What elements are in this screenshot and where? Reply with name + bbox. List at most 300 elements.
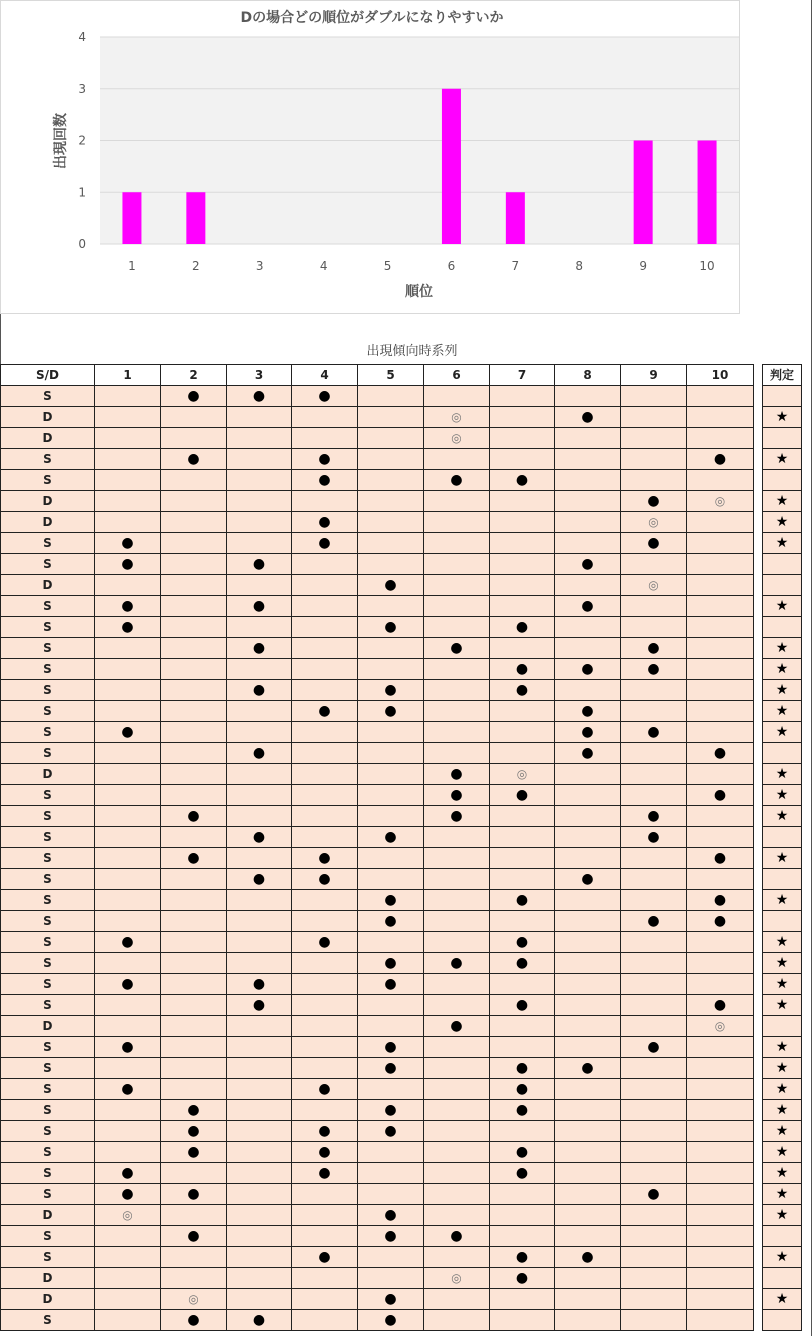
rank-cell — [555, 533, 621, 554]
rank-cell — [555, 449, 621, 470]
judge-cell — [763, 1268, 802, 1289]
rank-cell — [424, 1184, 490, 1205]
rank-cell — [555, 764, 621, 785]
rank-cell — [292, 995, 358, 1016]
rank-cell — [555, 1037, 621, 1058]
rank-cell — [490, 827, 555, 848]
rank-cell — [227, 659, 292, 680]
judge-row — [763, 533, 802, 554]
rank-cell — [621, 554, 687, 575]
rank-cell — [687, 869, 754, 890]
rank-cell — [292, 596, 358, 617]
rank-cell — [95, 1079, 161, 1100]
bar — [122, 192, 141, 244]
rank-cell — [161, 617, 227, 638]
rank-cell — [687, 1079, 754, 1100]
sd-cell: S — [1, 1226, 95, 1247]
rank-cell — [490, 701, 555, 722]
dot-mark: ● — [384, 682, 397, 698]
rank-cell — [621, 932, 687, 953]
rank-cell — [424, 848, 490, 869]
rank-cell — [687, 1142, 754, 1163]
rank-cell — [621, 575, 687, 596]
rank-cell — [621, 1163, 687, 1184]
dot-mark: ● — [581, 745, 594, 761]
judge-row — [763, 659, 802, 680]
rank-cell — [687, 554, 754, 575]
rank-cell — [621, 1058, 687, 1079]
rank-cell — [424, 512, 490, 533]
x-tick-label: 5 — [383, 259, 392, 273]
dot-mark: ● — [121, 724, 134, 740]
table-row — [1, 911, 754, 932]
judge-row — [763, 1016, 802, 1037]
rank-cell — [490, 722, 555, 743]
rank-cell — [161, 1289, 227, 1310]
rank-cell — [424, 743, 490, 764]
rank-cell — [687, 1100, 754, 1121]
rank-cell — [95, 449, 161, 470]
dot-mark: ● — [121, 1165, 134, 1181]
judge-cell — [763, 722, 802, 743]
dot-mark: ● — [581, 598, 594, 614]
rank-cell — [95, 1121, 161, 1142]
rank-cell — [227, 470, 292, 491]
dot-mark: ● — [318, 703, 331, 719]
rank-cell — [358, 596, 424, 617]
sd-cell: S — [1, 1247, 95, 1268]
rank-cell — [555, 1163, 621, 1184]
rank-cell — [555, 491, 621, 512]
rank-cell — [555, 953, 621, 974]
rank-cell — [95, 659, 161, 680]
dot-mark: ● — [384, 1039, 397, 1055]
star-mark: ★ — [775, 1186, 789, 1202]
rank-cell — [227, 953, 292, 974]
rank-cell — [161, 575, 227, 596]
rank-cell — [358, 911, 424, 932]
sd-cell: S — [1, 743, 95, 764]
rank-cell — [424, 386, 490, 407]
y-tick-label: 2 — [78, 133, 86, 148]
rank-cell — [227, 848, 292, 869]
rank-cell — [621, 953, 687, 974]
judge-row — [763, 596, 802, 617]
dot-mark: ● — [515, 472, 529, 488]
rank-cell — [358, 1226, 424, 1247]
rank-cell — [95, 386, 161, 407]
rank-cell — [292, 911, 358, 932]
rank-cell — [95, 806, 161, 827]
rank-cell — [95, 701, 161, 722]
rank-cell — [292, 1184, 358, 1205]
rank-cell — [95, 491, 161, 512]
rank-cell — [227, 533, 292, 554]
rank-cell — [621, 1226, 687, 1247]
y-tick-label: 1 — [78, 185, 86, 200]
rank-cell — [227, 1226, 292, 1247]
rank-cell — [95, 1247, 161, 1268]
table-row — [1, 449, 754, 470]
double-mark: ◎ — [714, 1019, 726, 1033]
rank-cell — [424, 806, 490, 827]
table-row — [1, 386, 754, 407]
rank-cell — [227, 596, 292, 617]
rank-cell — [687, 407, 754, 428]
judge-cell — [763, 575, 802, 596]
table-row — [1, 1058, 754, 1079]
rank-cell — [161, 1121, 227, 1142]
rank-cell — [161, 449, 227, 470]
dot-mark: ● — [581, 661, 594, 677]
table-row — [1, 1016, 754, 1037]
judge-cell — [763, 911, 802, 932]
rank-cell — [555, 617, 621, 638]
dot-mark: ● — [318, 1249, 331, 1265]
rank-cell — [490, 869, 555, 890]
rank-cell — [621, 470, 687, 491]
judge-cell — [763, 1058, 802, 1079]
rank-cell — [227, 806, 292, 827]
rank-cell — [227, 827, 292, 848]
rank-cell — [292, 1100, 358, 1121]
rank-cell — [358, 659, 424, 680]
table-row — [1, 638, 754, 659]
double-mark: ◎ — [451, 431, 462, 445]
dot-mark: ● — [318, 451, 331, 467]
rank-cell — [95, 1100, 161, 1121]
header-rank-2: 2 — [161, 365, 227, 386]
judge-row — [763, 407, 802, 428]
judge-row — [763, 428, 802, 449]
judge-cell — [763, 428, 802, 449]
rank-cell — [621, 890, 687, 911]
rank-cell — [555, 386, 621, 407]
bar — [442, 89, 461, 244]
rank-cell — [555, 1205, 621, 1226]
judge-row — [763, 638, 802, 659]
dot-mark: ● — [121, 556, 134, 572]
sd-cell: S — [1, 1142, 95, 1163]
rank-cell — [292, 869, 358, 890]
rank-cell — [95, 722, 161, 743]
rank-cell — [95, 1016, 161, 1037]
table-row — [1, 1205, 754, 1226]
rank-cell — [292, 428, 358, 449]
judge-cell — [763, 1289, 802, 1310]
rank-cell — [292, 806, 358, 827]
dot-mark: ● — [318, 1123, 331, 1139]
rank-cell — [687, 1289, 754, 1310]
judge-cell — [763, 1310, 802, 1331]
rank-cell — [621, 1184, 687, 1205]
table-row — [1, 743, 754, 764]
dot-mark: ● — [713, 997, 727, 1013]
judge-row — [763, 911, 802, 932]
rank-cell — [687, 1268, 754, 1289]
rank-cell — [555, 827, 621, 848]
rank-cell — [292, 764, 358, 785]
rank-cell — [95, 1163, 161, 1184]
rank-cell — [490, 638, 555, 659]
rank-cell — [227, 869, 292, 890]
judge-cell — [763, 1079, 802, 1100]
dot-mark: ● — [581, 1249, 594, 1265]
dot-mark: ● — [121, 598, 134, 614]
rank-cell — [227, 554, 292, 575]
header-rank-8: 8 — [555, 365, 621, 386]
rank-cell — [555, 995, 621, 1016]
rank-cell — [161, 1310, 227, 1331]
rank-cell — [555, 785, 621, 806]
rank-cell — [687, 1121, 754, 1142]
rank-cell — [621, 1016, 687, 1037]
rank-cell — [358, 1289, 424, 1310]
dot-mark: ● — [252, 976, 266, 992]
judge-row — [763, 1163, 802, 1184]
rank-cell — [424, 911, 490, 932]
rank-cell — [227, 764, 292, 785]
rank-cell — [621, 785, 687, 806]
rank-cell — [490, 1226, 555, 1247]
rank-cell — [490, 995, 555, 1016]
judge-row — [763, 512, 802, 533]
rank-cell — [490, 1037, 555, 1058]
dot-mark: ● — [515, 997, 529, 1013]
rank-cell — [95, 869, 161, 890]
sd-cell: S — [1, 995, 95, 1016]
rank-cell — [687, 911, 754, 932]
rank-cell — [687, 1037, 754, 1058]
rank-cell — [95, 848, 161, 869]
trend-table — [0, 364, 754, 1331]
dot-mark: ● — [450, 1018, 463, 1034]
rank-cell — [424, 827, 490, 848]
rank-cell — [687, 575, 754, 596]
judge-row — [763, 1100, 802, 1121]
judge-row — [763, 554, 802, 575]
star-mark: ★ — [775, 724, 789, 740]
judge-cell — [763, 659, 802, 680]
x-tick-label: 1 — [128, 259, 136, 273]
rank-cell — [358, 1121, 424, 1142]
rank-cell — [292, 1037, 358, 1058]
rank-cell — [687, 617, 754, 638]
dot-mark: ● — [581, 724, 594, 740]
star-mark: ★ — [775, 1102, 789, 1118]
header-rank-4: 4 — [292, 365, 358, 386]
rank-cell — [555, 1016, 621, 1037]
rank-cell — [227, 1121, 292, 1142]
rank-cell — [358, 1142, 424, 1163]
rank-cell — [292, 1079, 358, 1100]
rank-cell — [555, 1268, 621, 1289]
dot-mark: ● — [450, 766, 463, 782]
sd-cell: S — [1, 1121, 95, 1142]
table-row — [1, 575, 754, 596]
x-tick-label: 10 — [699, 259, 715, 273]
rank-cell — [358, 533, 424, 554]
rank-cell — [490, 743, 555, 764]
rank-cell — [490, 512, 555, 533]
dot-mark: ● — [450, 472, 463, 488]
dot-mark: ● — [252, 829, 266, 845]
dot-mark: ● — [187, 1123, 200, 1139]
rank-cell — [95, 554, 161, 575]
judge-cell — [763, 680, 802, 701]
rank-cell — [490, 1268, 555, 1289]
dot-mark: ● — [713, 850, 727, 866]
rank-cell — [95, 932, 161, 953]
rank-cell — [227, 1058, 292, 1079]
star-mark: ★ — [775, 976, 789, 992]
sd-cell: S — [1, 932, 95, 953]
rank-cell — [687, 449, 754, 470]
rank-cell — [621, 1121, 687, 1142]
rank-cell — [292, 554, 358, 575]
dot-mark: ● — [187, 1144, 200, 1160]
dot-mark: ● — [647, 913, 660, 929]
dot-mark: ● — [384, 976, 397, 992]
judge-cell — [763, 869, 802, 890]
rank-cell — [424, 1142, 490, 1163]
rank-cell — [621, 1100, 687, 1121]
rank-cell — [292, 953, 358, 974]
sd-cell: S — [1, 1184, 95, 1205]
rank-cell — [687, 1310, 754, 1331]
rank-cell — [555, 554, 621, 575]
rank-cell — [687, 470, 754, 491]
table-row — [1, 512, 754, 533]
star-mark: ★ — [775, 514, 789, 530]
dot-mark: ● — [450, 1228, 463, 1244]
dot-mark: ● — [187, 451, 200, 467]
dot-mark: ● — [384, 1312, 397, 1328]
rank-cell — [292, 659, 358, 680]
rank-cell — [95, 596, 161, 617]
judge-cell — [763, 995, 802, 1016]
star-mark: ★ — [775, 997, 789, 1013]
rank-cell — [490, 449, 555, 470]
rank-cell — [227, 512, 292, 533]
dot-mark: ● — [318, 934, 331, 950]
rank-cell — [424, 407, 490, 428]
rank-cell — [687, 638, 754, 659]
judge-cell — [763, 785, 802, 806]
rank-cell — [292, 1142, 358, 1163]
table-row — [1, 890, 754, 911]
rank-cell — [424, 869, 490, 890]
star-mark: ★ — [775, 766, 789, 782]
table-row — [1, 974, 754, 995]
dot-mark: ● — [121, 535, 134, 551]
dot-mark: ● — [252, 1312, 266, 1328]
rank-cell — [161, 953, 227, 974]
rank-cell — [555, 1079, 621, 1100]
dot-mark: ● — [384, 1060, 397, 1076]
dot-mark: ● — [581, 1060, 594, 1076]
sd-cell: S — [1, 1163, 95, 1184]
chart-title: Dの場合どの順位がダブルになりやすいか — [240, 10, 504, 26]
rank-cell — [227, 1247, 292, 1268]
judge-cell — [763, 386, 802, 407]
judge-cell — [763, 806, 802, 827]
dot-mark: ● — [647, 661, 660, 677]
dot-mark: ● — [252, 640, 266, 656]
rank-cell — [358, 701, 424, 722]
rank-cell — [490, 1079, 555, 1100]
star-mark: ★ — [775, 661, 789, 677]
dot-mark: ● — [450, 787, 463, 803]
table-row — [1, 1142, 754, 1163]
dot-mark: ● — [187, 388, 200, 404]
judge-row — [763, 1121, 802, 1142]
rank-cell — [161, 533, 227, 554]
judge-cell — [763, 848, 802, 869]
sd-cell: S — [1, 596, 95, 617]
rank-cell — [555, 596, 621, 617]
rank-cell — [227, 449, 292, 470]
rank-cell — [687, 596, 754, 617]
dot-mark: ● — [318, 1144, 331, 1160]
dot-mark: ● — [318, 535, 331, 551]
dot-mark: ● — [384, 955, 397, 971]
table-row — [1, 785, 754, 806]
rank-cell — [490, 932, 555, 953]
judge-row — [763, 785, 802, 806]
rank-cell — [292, 1268, 358, 1289]
judge-cell — [763, 1247, 802, 1268]
judge-row — [763, 680, 802, 701]
star-mark: ★ — [775, 934, 789, 950]
rank-cell — [95, 1037, 161, 1058]
rank-cell — [424, 533, 490, 554]
dot-mark: ● — [515, 1060, 529, 1076]
rank-cell — [687, 512, 754, 533]
rank-cell — [358, 1184, 424, 1205]
rank-cell — [687, 659, 754, 680]
table-row — [1, 1247, 754, 1268]
rank-cell — [161, 512, 227, 533]
judge-cell — [763, 533, 802, 554]
rank-cell — [424, 764, 490, 785]
rank-cell — [227, 1100, 292, 1121]
rank-cell — [424, 596, 490, 617]
dot-mark: ● — [515, 682, 529, 698]
rank-cell — [227, 1016, 292, 1037]
dot-mark: ● — [187, 1228, 200, 1244]
judge-row — [763, 1205, 802, 1226]
x-tick-label: 9 — [639, 259, 647, 273]
rank-cell — [227, 1268, 292, 1289]
rank-cell — [358, 638, 424, 659]
rank-cell — [358, 995, 424, 1016]
rank-cell — [358, 1100, 424, 1121]
sd-cell: S — [1, 869, 95, 890]
double-mark: ◎ — [516, 767, 528, 781]
rank-cell — [490, 470, 555, 491]
rank-cell — [687, 533, 754, 554]
rank-cell — [161, 1163, 227, 1184]
rank-cell — [424, 974, 490, 995]
rank-cell — [555, 680, 621, 701]
rank-cell — [227, 995, 292, 1016]
table-row — [1, 806, 754, 827]
table-row — [1, 1121, 754, 1142]
dot-mark: ● — [121, 976, 134, 992]
dot-mark: ● — [318, 1081, 331, 1097]
star-mark: ★ — [775, 598, 789, 614]
